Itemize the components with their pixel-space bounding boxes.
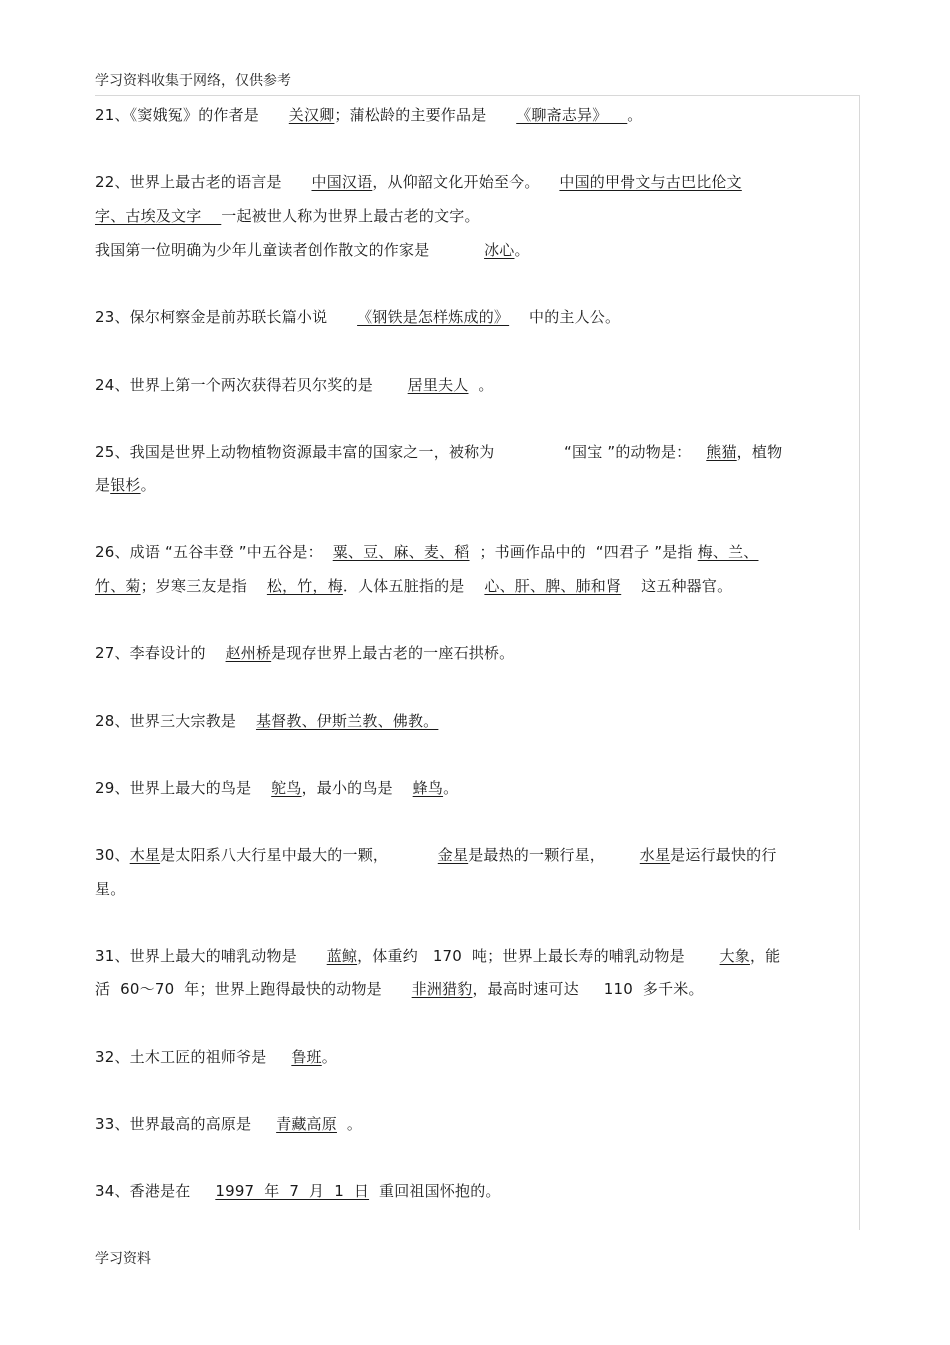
question-text: ．人体五脏指的是 <box>342 577 485 595</box>
question-text: 22、世界上最古老的语言是 <box>95 173 312 191</box>
answer-blank: 中国汉语 <box>311 173 373 191</box>
question-text: 。 <box>140 476 156 494</box>
text-line <box>95 1180 501 1201</box>
text-line <box>95 575 732 596</box>
question-text: ，最高时速可达 110 多千米。 <box>472 980 704 998</box>
question-text: 是太阳系八大行星中最大的一颗， <box>160 846 438 864</box>
answer-blank: 字、古埃及文字 <box>95 207 222 225</box>
question-text: 星。 <box>95 880 126 898</box>
answer-blank: 鸵鸟 <box>271 779 302 797</box>
question-text: 。 <box>514 241 530 259</box>
text-line <box>95 441 782 462</box>
text-line <box>95 474 156 495</box>
answer-blank: 冰心 <box>484 241 515 259</box>
question-text: 是最热的一颗行星， <box>468 846 640 864</box>
question-text: 30、 <box>95 846 130 864</box>
question-text: 。 <box>468 376 494 394</box>
text-line <box>95 844 777 865</box>
question-text: 24、世界上第一个两次获得若贝尔奖的是 <box>95 376 408 394</box>
answer-blank: 蓝鲸 <box>326 947 358 965</box>
answer-blank: 粟、豆、麻、麦、稻 <box>332 543 470 561</box>
text-line <box>95 374 494 395</box>
question-text: 是运行最快的行 <box>670 846 777 864</box>
frame-right-border <box>859 95 860 1230</box>
text-line <box>95 1046 337 1067</box>
text-line <box>95 306 620 327</box>
text-line <box>95 239 530 260</box>
text-line <box>95 642 514 663</box>
question-text: ，从仰韶文化开始至今。 <box>372 173 560 191</box>
question-text: 是现存世界上最古老的一座石拱桥。 <box>271 644 515 662</box>
page-footer: 学习资料 <box>95 1251 151 1267</box>
answer-blank: 关汉卿 <box>288 106 335 124</box>
question-text: 这五种器官。 <box>621 577 733 595</box>
text-line <box>95 978 704 999</box>
answer-blank: 水星 <box>639 846 671 864</box>
answer-blank: 金星 <box>437 846 469 864</box>
question-text: 32、土木工匠的祖师爷是 <box>95 1048 292 1066</box>
page-header: 学习资料收集于网络，仅供参考 <box>95 73 291 89</box>
text-line <box>95 104 643 125</box>
question-text: 33、世界最高的高原是 <box>95 1115 277 1133</box>
question-text: 23、保尔柯察金是前苏联长篇小说 <box>95 308 358 326</box>
question-text: 活 60～70 年；世界上跑得最快的动物是 <box>95 980 412 998</box>
answer-blank: 《钢铁是怎样炼成的》 <box>357 308 510 326</box>
question-text: 27、李春设计的 <box>95 644 226 662</box>
answer-blank: 心、肝、脾、肺和肾 <box>484 577 622 595</box>
question-text: 中的主人公。 <box>509 308 621 326</box>
question-text: 29、世界上最大的鸟是 <box>95 779 272 797</box>
answer-blank: 居里夫人 <box>407 376 469 394</box>
frame-top-border <box>95 95 860 96</box>
answer-blank: 熊猫 <box>706 443 737 461</box>
answer-blank: 大象 <box>719 947 750 965</box>
answer-blank: 木星 <box>129 846 161 864</box>
question-text: 。 <box>627 106 643 124</box>
answer-blank: 赵州桥 <box>225 644 272 662</box>
text-line <box>95 710 438 731</box>
question-text: 。 <box>321 1048 337 1066</box>
question-text: 25、我国是世界上动物植物资源最丰富的国家之一，被称为 “国宝 ”的动物是： <box>95 443 707 461</box>
answer-blank: 银杉 <box>110 476 141 494</box>
text-line <box>95 1113 362 1134</box>
text-line <box>95 777 458 798</box>
question-text: 34、香港是在 <box>95 1182 216 1200</box>
answer-blank: 1997 年 7 月 1 日 <box>215 1182 370 1200</box>
answer-blank: 松，竹，梅 <box>266 577 343 595</box>
answer-blank: 蜂鸟 <box>412 779 444 797</box>
answer-blank: 青藏高原 <box>276 1115 337 1133</box>
text-line <box>95 945 780 966</box>
question-text: 26、成语 “五谷丰登 ”中五谷是： <box>95 543 333 561</box>
question-text: ；书画作品中的 “四君子 ”是指 <box>469 543 698 561</box>
question-text: ；岁寒三友是指 <box>140 577 267 595</box>
text-line <box>95 541 758 562</box>
answer-blank: 鲁班 <box>291 1048 322 1066</box>
answer-blank: 竹、菊 <box>95 577 141 595</box>
question-text: ；蒲松龄的主要作品是 <box>334 106 517 124</box>
answer-blank: 《聊斋志异》 <box>516 106 628 124</box>
question-text: 31、世界上最大的哺乳动物是 <box>95 947 327 965</box>
answer-blank: 非洲猎豹 <box>411 980 473 998</box>
text-line <box>95 171 742 192</box>
question-text: ，能 <box>749 947 781 965</box>
question-text: ，植物 <box>736 443 783 461</box>
answer-blank: 基督教、伊斯兰教、佛教。 <box>255 712 439 730</box>
question-text: 。 <box>443 779 459 797</box>
question-text: 是 <box>95 476 111 494</box>
question-text: 重回祖国怀抱的。 <box>369 1182 501 1200</box>
text-line <box>95 205 480 226</box>
answer-blank: 中国的甲骨文与古巴比伦文 <box>559 173 742 191</box>
question-text: ，体重约 170 吨；世界上最长寿的哺乳动物是 <box>357 947 720 965</box>
question-text: ，最小的鸟是 <box>301 779 413 797</box>
question-text: 28、世界三大宗教是 <box>95 712 256 730</box>
text-line <box>95 878 125 899</box>
question-text: 。 <box>336 1115 363 1133</box>
question-text: 一起被世人称为世界上最古老的文字。 <box>221 207 480 225</box>
answer-blank: 梅、兰、 <box>697 543 759 561</box>
question-text: 21、《窦娥冤》的作者是 <box>95 106 289 124</box>
question-text: 我国第一位明确为少年儿童读者创作散文的作家是 <box>95 241 485 259</box>
